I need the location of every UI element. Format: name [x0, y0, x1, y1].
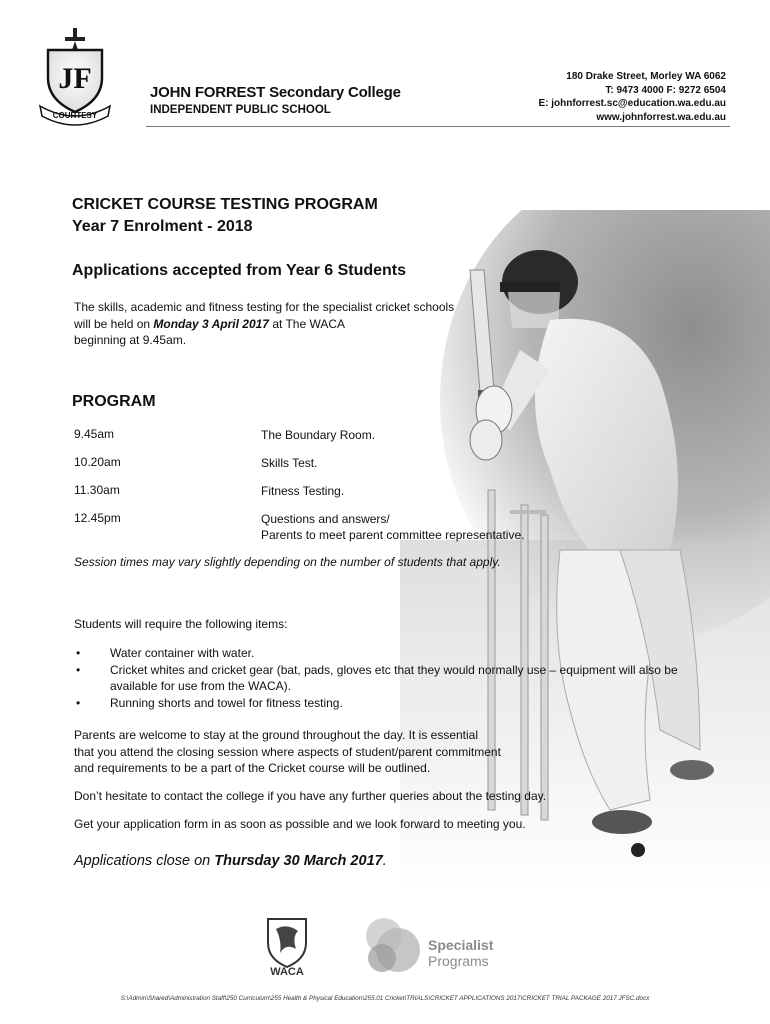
email: E: johnforrest.sc@education.wa.edu.au — [538, 98, 726, 109]
close-date: Thursday 30 March 2017 — [214, 853, 383, 869]
applications-close — [74, 853, 387, 869]
list-item: • Cricket whites and cricket gear (bat, pads, gloves etc that they would normally use – equipment will also be available for use from the WACA). — [74, 662, 714, 695]
website: www.johnforrest.wa.edu.au — [596, 111, 726, 123]
title-line-2: Year 7 Enrolment - 2018 — [72, 218, 253, 235]
testing-date: Monday 3 April 2017 — [153, 316, 269, 331]
school-name: JOHN FORREST Secondary College — [150, 84, 401, 101]
program-row-desc: The Boundary Room. — [261, 428, 376, 442]
program-heading: PROGRAM — [72, 393, 156, 410]
intro-line-2 — [74, 316, 454, 333]
specialist-label: Specialist — [428, 937, 494, 953]
applications-heading: Applications accepted from Year 6 Students — [72, 262, 407, 279]
intro-paragraph — [74, 299, 454, 349]
specialist-programs-logo-icon — [360, 914, 428, 982]
title-line-1: CRICKET COURSE TESTING PROGRAM — [72, 196, 378, 213]
intro-line-1: The skills, academic and fitness testing for the specialist cricket schools — [74, 300, 455, 314]
parents-line-1: Parents are welcome to stay at the ground throughout the day. It is essential — [74, 728, 479, 742]
program-row-desc: Fitness Testing. — [261, 484, 345, 498]
contact-paragraph: Don’t hesitate to contact the college if you have any further queries about the testing day. — [74, 789, 547, 803]
program-row-desc: Skills Test. — [261, 456, 318, 470]
parents-line-3: and requirements to be a part of the Cricket course will be outlined. — [74, 761, 431, 775]
close-pre: Applications close on — [74, 853, 215, 869]
header-divider — [146, 126, 730, 127]
contact-block — [538, 70, 726, 124]
program-row-time: 10.20am — [74, 455, 121, 469]
school-crest-logo — [34, 26, 116, 126]
list-item: • Water container with water. — [74, 645, 714, 662]
phone-fax: T: 9473 4000 F: 9272 6504 — [605, 84, 726, 96]
parents-paragraph — [74, 727, 554, 777]
cricketer-photo — [400, 210, 770, 890]
session-times-note: Session times may vary slightly depending on the number of students that apply. — [74, 555, 501, 569]
crest-banner-text: COURTESY — [52, 111, 98, 120]
program-row-desc — [261, 511, 524, 543]
requirements-intro: Students will require the following items: — [74, 617, 288, 631]
address: 180 Drake Street, Morley WA 6062 — [566, 71, 726, 82]
crest-letters: JF — [58, 62, 92, 95]
program-row-time: 12.45pm — [74, 511, 121, 525]
program-row-desc-line-1: Questions and answers/ — [261, 512, 390, 526]
requirements-list — [74, 645, 714, 711]
intro-line-3: beginning at 9.45am. — [74, 333, 187, 347]
close-post: . — [382, 853, 387, 869]
program-row-desc-line-2: Parents to meet parent committee representative. — [261, 528, 525, 542]
parents-line-2: that you attend the closing session where aspects of student/parent commitment — [74, 744, 501, 759]
application-form-paragraph: Get your application form in as soon as possible and we look forward to meeting you. — [74, 817, 526, 831]
school-subtitle: INDEPENDENT PUBLIC SCHOOL — [150, 104, 331, 116]
intro-line-2-post: at The WACA — [268, 316, 346, 331]
intro-line-2-pre: will be held on — [74, 316, 154, 331]
program-row-time: 9.45am — [74, 427, 115, 441]
programs-label: Programs — [428, 953, 489, 969]
list-item: • Running shorts and towel for fitness testing. — [74, 695, 714, 712]
program-row-time: 11.30am — [74, 483, 120, 497]
waca-label: WACA — [270, 966, 304, 978]
document-title — [72, 194, 378, 238]
file-path-footer: S:\Admin\Shared\Administration Staff\250 Curriculum\255 Health & Physical Education\255.01 Cricket\TRIALS\CRICKET APPLICATIONS 2017\CRICKET TRIAL PACKAGE 2017 JFSC.docx — [120, 995, 650, 1002]
